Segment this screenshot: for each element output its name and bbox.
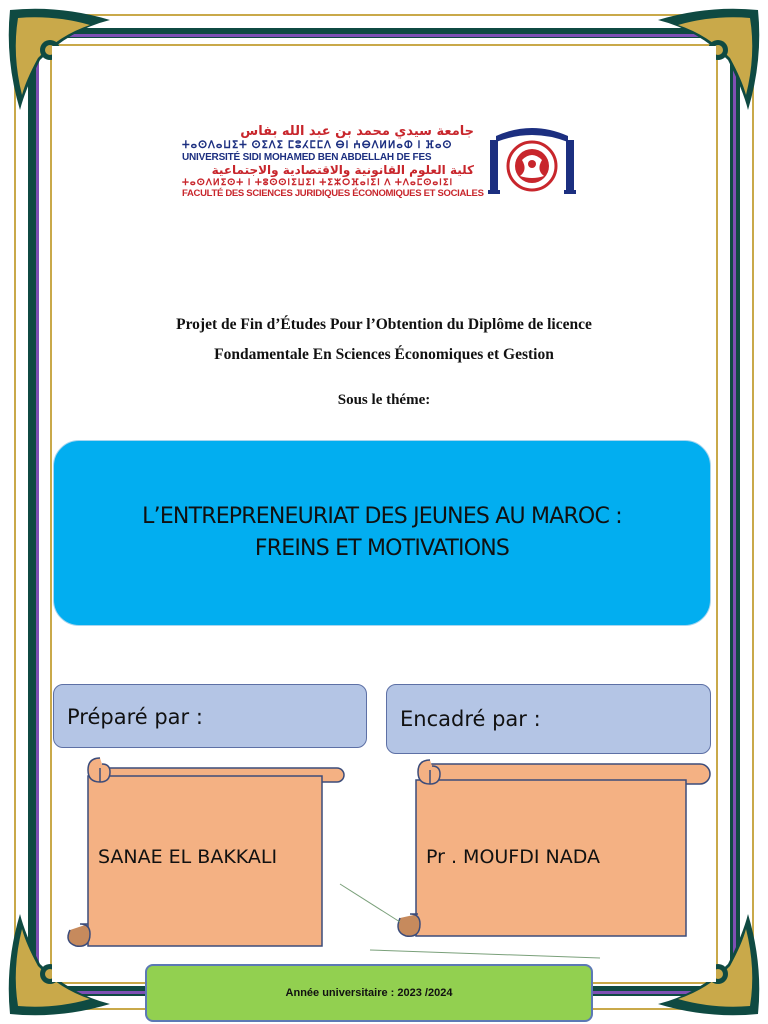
- theme-line1: L’ENTREPRENEURIAT DES JEUNES AU MAROC :: [142, 504, 622, 529]
- university-logo-text: [182, 124, 484, 200]
- academic-year: Année universitaire : 2023 /2024: [285, 987, 453, 999]
- decorative-lines: [330, 880, 730, 960]
- project-title-line2: Fondamentale En Sciences Économiques et Gestion: [214, 346, 554, 363]
- theme-line2: FREINS ET MOTIVATIONS: [254, 536, 510, 561]
- logo-faculty-fr: FACULTÉ DES SCIENCES JURIDIQUES ÉCONOMIQUES ET SOCIALES: [182, 188, 484, 199]
- theme-box: [53, 440, 711, 626]
- prepared-by-label: Préparé par :: [67, 705, 203, 729]
- university-emblem-icon: [486, 126, 578, 198]
- supervised-by-box: [386, 684, 711, 754]
- logo-tifinagh-university: ⵜⴰⵙⴷⴰⵡⵉⵜ ⵙⵉⴷⵉ ⵎⵓⵃⵎⵎⴷ ⴱⵏ ⵄⴱⴷⵍⵍⴰⵀ ⵏ ⴼⴰⵙ: [182, 140, 453, 151]
- project-title-line1: Projet de Fin d’Études Pour l’Obtention du Diplôme de licence: [176, 316, 592, 333]
- logo-arabic-university: جامعة سيدي محمد بن عبد الله بفاس: [240, 124, 474, 139]
- prepared-by-box: [53, 684, 367, 748]
- supervised-by-name: Pr . MOUFDI NADA: [426, 846, 601, 868]
- supervised-by-label: Encadré par :: [400, 707, 541, 731]
- prepared-by-name: SANAE EL BAKKALI: [98, 846, 278, 868]
- logo-university-fr: UNIVERSITÉ SIDI MOHAMED BEN ABDELLAH DE FES: [182, 152, 432, 163]
- logo-tifinagh-faculty: ⵜⴰⵙⴷⵍⵉⵙⵜ ⵏ ⵜⵓⵙⵙⵏⵉⵡⵉⵏ ⵜⵉⵣⵔⴼⴰⵏⵉⵏ ⴷ ⵜⴷⴰⵎⵙⴰⵏⵉⵏ: [182, 177, 454, 187]
- logo-arabic-faculty: كلية العلوم القانونية والاقتصادية والاجتماعية: [211, 163, 474, 177]
- theme-label: Sous le théme:: [337, 392, 431, 408]
- academic-year-box: [145, 964, 593, 1022]
